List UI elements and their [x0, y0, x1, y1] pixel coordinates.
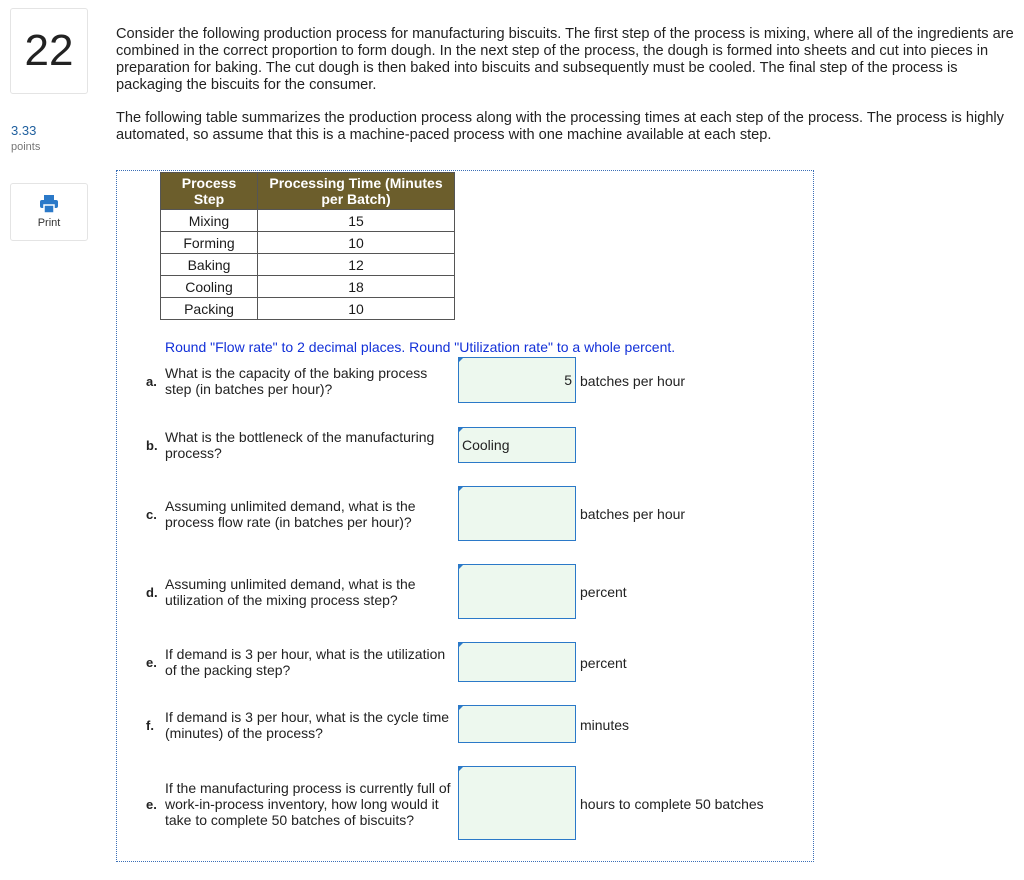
- part-d-unit: percent: [580, 584, 627, 600]
- process-table: [160, 172, 455, 320]
- part-a-letter: a.: [146, 374, 157, 389]
- part-c-unit: batches per hour: [580, 506, 686, 522]
- part-e-unit: percent: [580, 655, 627, 671]
- part-f-question: If demand is 3 per hour, what is the cycle time (minutes) of the process?: [165, 709, 450, 741]
- table-row: [161, 232, 455, 254]
- cell-time: 15: [258, 210, 455, 232]
- header-process-step: Process Step: [161, 173, 258, 210]
- answer-flag-icon: [458, 486, 464, 492]
- part-g-letter: e.: [146, 797, 157, 812]
- cell-step: Baking: [161, 254, 258, 276]
- part-c-answer-input[interactable]: [458, 486, 576, 541]
- answer-flag-icon: [458, 357, 464, 363]
- cell-time: 10: [258, 298, 455, 320]
- part-a-answer-input[interactable]: [458, 357, 576, 403]
- cell-time: 12: [258, 254, 455, 276]
- table-row: [161, 210, 455, 232]
- intro-paragraph-1: Consider the following production process for manufacturing biscuits. The first step of the process is mixing, where all of the ingredients are combined in the correct proportion to form dough. In the next step of the process, the dough is formed into sheets and cut into pieces in preparation for baking. The cut dough is then baked into biscuits and subsequently must be cooled. The final step of the process is packaging the biscuits for the consumer.: [116, 26, 1014, 93]
- part-d-letter: d.: [146, 585, 158, 600]
- cell-time: 10: [258, 232, 455, 254]
- part-g-unit: hours to complete 50 batches: [580, 796, 764, 812]
- answer-flag-icon: [458, 427, 464, 433]
- header-processing-time: Processing Time (Minutes per Batch): [258, 173, 455, 210]
- part-e-question: If demand is 3 per hour, what is the utilization of the packing step?: [165, 646, 446, 678]
- part-b-answer-input[interactable]: [458, 427, 576, 463]
- table-row: [161, 298, 455, 320]
- cell-step: Cooling: [161, 276, 258, 298]
- part-e-answer-input[interactable]: [458, 642, 576, 682]
- cell-time: 18: [258, 276, 455, 298]
- part-g-question: If the manufacturing process is currently full of work-in-process inventory, how long would it take to complete 50 batches of biscuits?: [165, 780, 451, 828]
- cell-step: Forming: [161, 232, 258, 254]
- intro-paragraph-2: The following table summarizes the production process along with the processing times at each step of the process. The process is highly automated, so assume that this is a machine-paced process with one machine available at each step.: [116, 110, 1004, 143]
- part-f-unit: minutes: [580, 717, 630, 733]
- part-f-answer-input[interactable]: [458, 705, 576, 743]
- part-b-letter: b.: [146, 438, 158, 453]
- answer-flag-icon: [458, 564, 464, 570]
- answer-flag-icon: [458, 642, 464, 648]
- answer-flag-icon: [458, 766, 464, 772]
- part-f-letter: f.: [146, 718, 154, 733]
- cell-step: Packing: [161, 298, 258, 320]
- rounding-instructions: Round "Flow rate" to 2 decimal places. Round "Utilization rate" to a whole percent.: [165, 339, 676, 355]
- points-info: [11, 123, 40, 155]
- part-a-unit: batches per hour: [580, 373, 686, 389]
- printer-icon: [39, 195, 59, 213]
- points-label: points: [11, 141, 41, 153]
- question-intro: [116, 26, 1021, 144]
- cell-step: Mixing: [161, 210, 258, 232]
- part-d-answer-input[interactable]: [458, 564, 576, 619]
- part-d-question: Assuming unlimited demand, what is the utilization of the mixing process step?: [165, 576, 416, 608]
- print-button[interactable]: [10, 183, 88, 241]
- part-c-question: Assuming unlimited demand, what is the process flow rate (in batches per hour)?: [165, 498, 416, 530]
- table-header-row: [161, 173, 455, 210]
- print-label: Print: [37, 217, 61, 229]
- question-number: 22: [10, 8, 88, 94]
- part-b-question: What is the bottleneck of the manufacturing process?: [165, 429, 435, 461]
- part-a-question: What is the capacity of the baking process step (in batches per hour)?: [165, 365, 428, 397]
- points-value: 3.33: [11, 123, 37, 138]
- part-e-letter: e.: [146, 655, 157, 670]
- part-g-answer-input[interactable]: [458, 766, 576, 840]
- part-c-letter: c.: [146, 507, 157, 522]
- table-row: [161, 276, 455, 298]
- table-row: [161, 254, 455, 276]
- answer-flag-icon: [458, 705, 464, 711]
